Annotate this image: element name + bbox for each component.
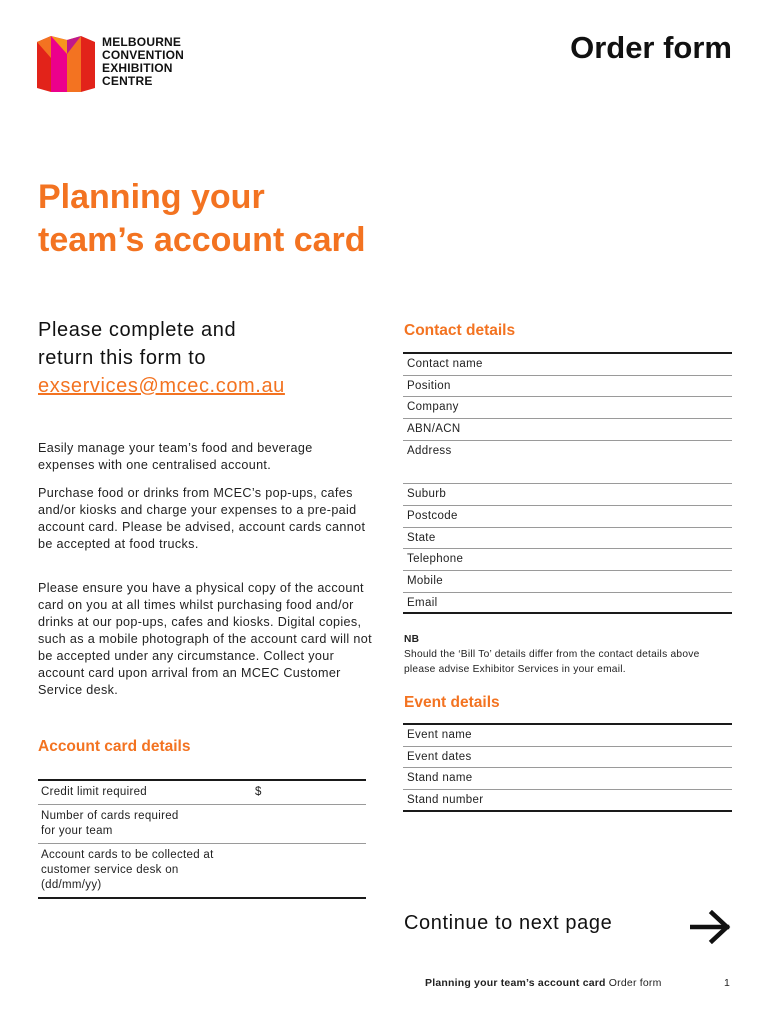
company-field[interactable]: Company <box>403 397 732 419</box>
event-name-field[interactable]: Event name <box>403 725 732 747</box>
state-field[interactable]: State <box>403 528 732 550</box>
event-dates-field[interactable]: Event dates <box>403 747 732 769</box>
nb-heading: NB <box>404 634 420 645</box>
page-heading-line: Planning your <box>38 178 265 216</box>
contact-name-field[interactable]: Contact name <box>403 354 732 376</box>
stand-name-field[interactable]: Stand name <box>403 768 732 790</box>
next-page-arrow-icon[interactable] <box>690 910 732 944</box>
account-details-table <box>38 779 366 899</box>
logo-line: EXHIBITION <box>102 61 173 75</box>
abn-acn-field[interactable]: ABN/ACN <box>403 419 732 441</box>
postcode-field[interactable]: Postcode <box>403 506 732 528</box>
logo-line: CONVENTION <box>102 48 185 62</box>
contact-details-table <box>403 352 732 614</box>
address-field[interactable]: Address <box>403 441 732 485</box>
event-details-heading: Event details <box>404 694 500 711</box>
position-field[interactable]: Position <box>403 376 732 398</box>
number-of-cards-field[interactable] <box>38 805 366 844</box>
contact-details-heading: Contact details <box>404 322 516 339</box>
intro-line: Please complete and <box>38 319 237 341</box>
paragraph-overview: Easily manage your team’s food and beverage expenses with one centralised account. <box>38 441 313 472</box>
continue-label: Continue to next page <box>404 912 613 934</box>
footer-title <box>425 977 662 989</box>
field-label: Account cards to be collected at customer service desk on (dd/mm/yy) <box>41 849 214 891</box>
email-link[interactable]: exservices@mcec.com.au <box>38 375 285 397</box>
paragraph-purchase: Purchase food or drinks from MCEC’s pop-ups, cafes and/or kiosks and charge your expenses to a pre-paid account card. Please be advised, account cards cannot be accepted at food trucks. <box>38 486 366 551</box>
suburb-field[interactable]: Suburb <box>403 484 732 506</box>
field-label: Number of cards required for your team <box>41 810 179 837</box>
field-label: Credit limit required <box>41 786 147 798</box>
intro-line: return this form to <box>38 347 207 369</box>
page-heading <box>38 176 458 262</box>
email-field[interactable]: Email <box>403 593 732 615</box>
stand-number-field[interactable]: Stand number <box>403 790 732 812</box>
credit-limit-field[interactable] <box>38 781 366 805</box>
page-number: 1 <box>724 977 730 989</box>
intro-text <box>38 316 378 400</box>
currency-symbol: $ <box>255 786 262 798</box>
footer-title-rest: Order form <box>608 977 662 989</box>
paragraph-physical-copy: Please ensure you have a physical copy of the account card on you at all times whilst purchasing food and/or drinks at our pop-ups, cafes and kiosks. Digital copies, such as a mobile photograph of the account card will not be accepted under any circumstance. Collect your account card upon arrival from an MCEC Customer Service desk. <box>38 581 372 697</box>
mobile-field[interactable]: Mobile <box>403 571 732 593</box>
nb-text: Should the ‘Bill To’ details differ from the contact details above please advise Exhibitor Services in your email. <box>404 649 700 675</box>
logo-line: MELBOURNE <box>102 35 182 49</box>
mcec-logo <box>37 36 207 92</box>
event-details-table <box>403 723 732 812</box>
account-details-heading: Account card details <box>38 738 191 755</box>
page-heading-line: team’s account card <box>38 221 366 259</box>
nb-note <box>404 632 734 677</box>
document-title: Order form <box>570 30 732 65</box>
telephone-field[interactable]: Telephone <box>403 549 732 571</box>
footer-title-bold: Planning your team’s account card <box>425 977 606 989</box>
mcec-logo-mark-icon <box>37 36 95 92</box>
logo-wordmark <box>102 36 212 88</box>
collection-date-field[interactable] <box>38 844 366 899</box>
logo-line: CENTRE <box>102 74 153 88</box>
